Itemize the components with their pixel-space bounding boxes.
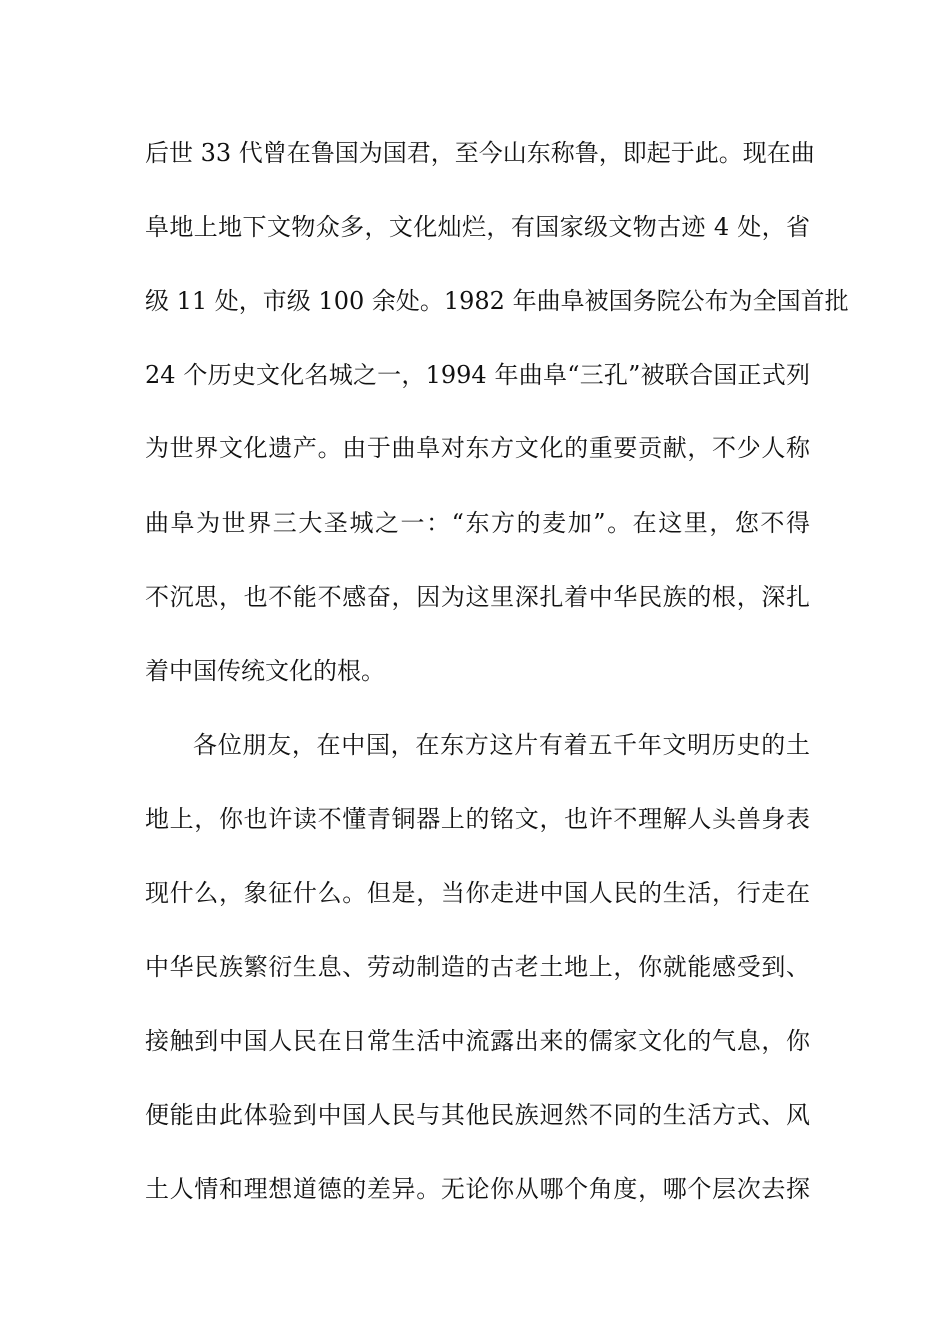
text-line: 不沉思，也不能不感奋，因为这里深扎着中华民族的根，深扎 [145,583,810,611]
text-line: 为世界文化遗产。由于曲阜对东方文化的重要贡献，不少人称 [145,434,810,462]
text-line: 现什么，象征什么。但是，当你走进中国人民的生活，行走在 [145,879,810,907]
text-line: 便能由此体验到中国人民与其他民族迥然不同的生活方式、风 [145,1101,810,1129]
text-line: 着中国传统文化的根。 [145,657,385,685]
text-line: 24 个历史文化名城之一，1994 年曲阜“三孔”被联合国正式列 [145,361,810,389]
text-line: 级 11 处，市级 100 余处。1982 年曲阜被国务院公布为全国首批 [145,287,849,315]
text-line: 地上，你也许读不懂青铜器上的铭文，也许不理解人头兽身表 [145,805,810,833]
text-line: 曲阜为世界三大圣城之一：“东方的麦加”。在这里，您不得 [145,509,810,537]
text-line: 各位朋友，在中国，在东方这片有着五千年文明历史的土 [193,731,810,759]
text-line: 中华民族繁衍生息、劳动制造的古老土地上，你就能感受到、 [145,953,810,981]
text-line: 后世 33 代曾在鲁国为国君，至今山东称鲁，即起于此。现在曲 [145,139,815,167]
text-line: 土人情和理想道德的差异。无论你从哪个角度，哪个层次去探 [145,1175,810,1203]
text-line: 阜地上地下文物众多，文化灿烂，有国家级文物古迹 4 处，省 [145,213,810,241]
text-line: 接触到中国人民在日常生活中流露出来的儒家文化的气息，你 [145,1027,810,1055]
